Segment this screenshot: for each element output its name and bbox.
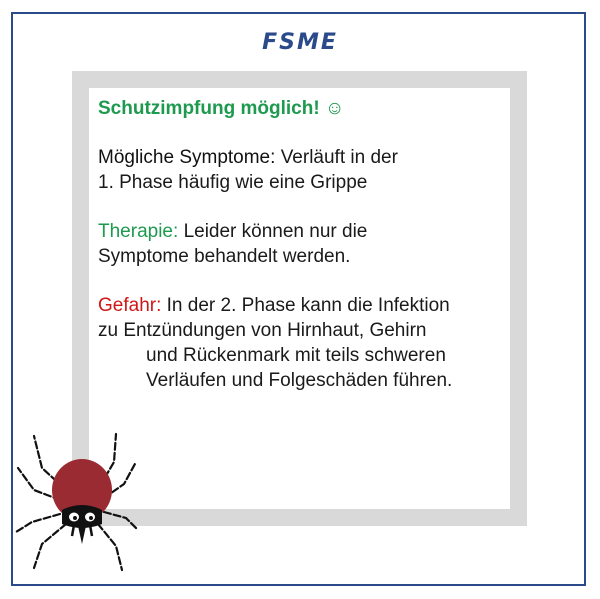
danger-text-4: Verläufen und Folgeschäden führen. — [146, 370, 453, 391]
page-title: FSME — [262, 30, 338, 55]
content-block — [98, 96, 518, 417]
vaccination-text: Schutzimpfung möglich! — [98, 98, 320, 119]
tick-icon — [12, 428, 142, 578]
danger-text-2: zu Entzündungen von Hirnhaut, Gehirn — [98, 320, 427, 341]
danger-text-1: In der 2. Phase kann die Infektion — [166, 295, 450, 316]
vaccination-line — [98, 96, 518, 121]
symptoms-text-2: 1. Phase häufig wie eine Grippe — [98, 172, 368, 193]
symptoms-paragraph — [98, 145, 518, 195]
smiley-icon: ☺ — [324, 98, 345, 119]
symptoms-label: Mögliche Symptome: — [98, 147, 276, 168]
danger-label: Gefahr: — [98, 295, 162, 316]
therapy-text-1: Leider können nur die — [183, 221, 368, 242]
therapy-paragraph — [98, 219, 518, 269]
therapy-text-2: Symptome behandelt werden. — [98, 246, 351, 267]
therapy-label: Therapie: — [98, 221, 179, 242]
symptoms-text-1: Verläuft in der — [280, 147, 398, 168]
danger-text-3: und Rückenmark mit teils schweren — [146, 345, 446, 366]
danger-paragraph — [98, 293, 518, 393]
